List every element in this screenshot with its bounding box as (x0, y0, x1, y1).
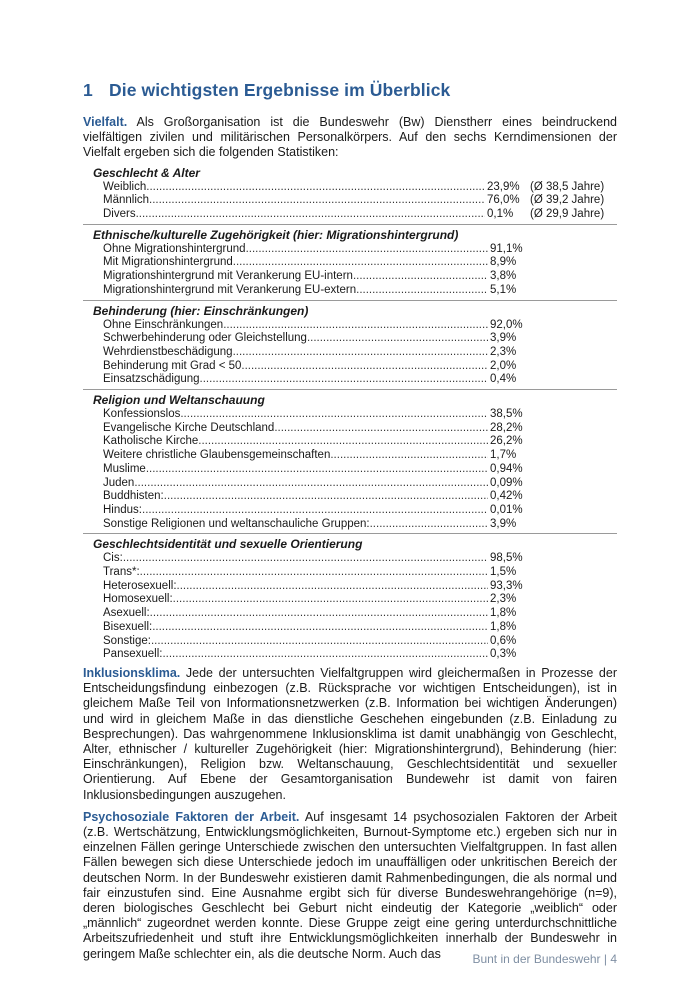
stat-row (103, 243, 525, 257)
stat-value: 0,1% (487, 208, 514, 221)
stat-row (103, 621, 525, 635)
stat-row (103, 284, 525, 298)
stat-label: Weitere christliche Glaubensgemeinschaften (103, 449, 331, 462)
stat-average-age: (Ø 39,2 Jahre) (530, 194, 605, 207)
stat-value: 38,5% (490, 408, 523, 421)
stat-value: 0,09% (490, 476, 523, 489)
stat-row (103, 518, 525, 532)
stat-group-title: Geschlechtsidentität und sexuelle Orientierung (93, 537, 363, 552)
stat-group-title: Religion und Weltanschauung (93, 393, 265, 408)
stat-row (103, 449, 525, 463)
stat-value: 8,9% (490, 256, 517, 269)
dot-leader (150, 607, 488, 621)
psycho-text: Auf insgesamt 14 psychosozialen Faktoren der Arbeit (z.B. Wertschätzung, Entwicklungsmöglichkeiten, Burnout-Symptome etc.) ergeben sich nur in einzelnen Fällen geringe Unterschiede zwischen den untersuchten Vielfaltgruppen. In fast allen Fällen bewegen sich diese Unterschiede jedoch im unauffälligen oder unkritischen Bereich der deutschen Norm. In der Bundeswehr existieren damit Rahmenbedingungen, die als normal und fair einzustufen sind. Eine Ausnahme ergibt sich für diverse Bundeswehrangehörige (n=9), deren biologisches Geschlecht bei Geburt nicht eindeutig der Kategorie „weiblich“ oder „männlich“ zugeordnet werden konnte. Diese Gruppe zeigt eine gering unterdurchschnittliche Arbeitszufriedenheit und stuft ihre Entwicklungsmöglichkeiten innerhalb der Bundeswehr in geringem Maße schlechter ein, als die deutsche Norm. Auch das (83, 809, 617, 961)
stat-label: Konfessionslos (103, 408, 181, 421)
stat-average-age: (Ø 38,5 Jahre) (530, 180, 605, 193)
dot-leader (140, 566, 488, 580)
stat-group (83, 166, 617, 225)
stat-label: Einsatzschädigung (103, 373, 200, 386)
dot-leader (151, 635, 488, 649)
stat-value: 5,1% (490, 283, 517, 296)
stat-group-title: Geschlecht & Alter (93, 165, 200, 180)
stat-row (103, 580, 525, 594)
stat-value: 2,3% (490, 593, 517, 606)
stat-row (103, 463, 525, 477)
stat-value: 3,9% (490, 517, 517, 530)
stat-group (83, 537, 617, 664)
stat-group-title: Ethnische/kulturelle Zugehörigkeit (hier: Migrationshintergrund) (93, 227, 459, 242)
stat-label: Trans*: (103, 566, 140, 579)
stat-value: 0,94% (490, 462, 523, 475)
stat-label: Katholische Kirche (103, 435, 199, 448)
stat-label: Bisexuell: (103, 620, 153, 633)
stat-row (103, 435, 525, 449)
stat-value: 2,3% (490, 345, 517, 358)
stat-row (103, 332, 525, 346)
stat-value: 91,1% (490, 242, 523, 255)
stat-value: 76,0% (487, 194, 520, 207)
stat-label: Pansexuell: (103, 648, 163, 661)
stat-row (103, 648, 525, 662)
stat-value: 98,5% (490, 552, 523, 565)
stat-row (103, 181, 610, 195)
statistics-list (83, 166, 617, 664)
dot-leader (233, 256, 488, 270)
inklusion-text: Jede der untersuchten Vielfaltgruppen wird gleichermaßen in Prozesse der Entscheidungsfindung einbezogen (z.B. Rücksprache vor wichtigen Entscheidungen), ist in gleichem Maße Teil von Informationsnetzwerken (z.B. Information bei wichtigen Änderungen) und wird in gleichem Maße in das dienstliche Geschehen eingebunden (z.B. Einladung zu Besprechungen). Das wahrgenommene Inklusionsklima ist damit unabhängig von Geschlecht, Alter, ethnischer / kultureller Zugehörigkeit (hier: Migrationshintergrund), Behinderung (hier: Einschränkungen), Religion bzw. Weltanschauung, Geschlechtsidentität und sexueller Orientierung. Auf Ebene der Gesamtorganisation Bundewehr ist damit von fairen Inklusionsbedingungen auszugehen. (83, 666, 617, 802)
dot-leader (200, 373, 488, 387)
stat-average-age: (Ø 29,9 Jahre) (530, 208, 605, 221)
dot-leader (149, 194, 485, 208)
dot-leader (146, 181, 485, 195)
stat-value: 0,3% (490, 648, 517, 661)
inklusion-lead: Inklusionsklima. (83, 666, 181, 680)
stat-value: 0,42% (490, 490, 523, 503)
vielfalt-paragraph (83, 115, 617, 161)
stat-row (103, 552, 525, 566)
dot-leader (274, 422, 488, 436)
stat-row (103, 408, 525, 422)
stat-label: Migrationshintergrund mit Verankerung EU-intern (103, 270, 353, 283)
stat-label: Behinderung mit Grad < 50 (103, 359, 242, 372)
stat-label: Cis: (103, 552, 123, 565)
section-number: 1 (83, 80, 93, 100)
psycho-lead: Psychosoziale Faktoren der Arbeit. (83, 809, 300, 824)
stat-row (103, 635, 525, 649)
vielfalt-lead: Vielfalt. (83, 115, 128, 129)
stat-label: Mit Migrationshintergrund (103, 256, 233, 269)
stat-label: Muslime (103, 462, 146, 475)
stat-row (103, 194, 610, 208)
stat-label: Heterosexuell: (103, 579, 177, 592)
stat-label: Asexuell: (103, 607, 150, 620)
inklusion-paragraph (83, 666, 617, 803)
stat-row (103, 477, 525, 491)
stat-row (103, 319, 525, 333)
dot-leader (177, 580, 488, 594)
stat-row (103, 490, 525, 504)
dot-leader (134, 477, 488, 491)
dot-leader (353, 270, 488, 284)
section-title: Die wichtigsten Ergebnisse im Überblick (109, 80, 451, 100)
dot-leader (142, 504, 488, 518)
dot-leader (307, 332, 488, 346)
stat-value: 1,8% (490, 620, 517, 633)
stat-row (103, 422, 525, 436)
dot-leader (330, 449, 488, 463)
stat-label: Buddhisten: (103, 490, 164, 503)
dot-leader (223, 319, 488, 333)
stat-value: 0,4% (490, 373, 517, 386)
stat-group (83, 304, 617, 391)
dot-leader (136, 208, 485, 222)
stat-label: Homosexuell: (103, 593, 173, 606)
dot-leader (246, 243, 488, 257)
stat-group (83, 228, 617, 301)
dot-leader (198, 435, 488, 449)
stat-group-title: Behinderung (hier: Einschränkungen) (93, 303, 309, 318)
stat-label: Divers (103, 208, 136, 221)
stat-value: 1,5% (490, 566, 517, 579)
dot-leader (356, 284, 488, 298)
stat-value: 2,0% (490, 359, 517, 372)
stat-row (103, 504, 525, 518)
stat-label: Sonstige: (103, 634, 151, 647)
dot-leader (233, 346, 488, 360)
stat-label: Männlich (103, 194, 150, 207)
stat-label: Juden (103, 476, 135, 489)
dot-leader (241, 360, 488, 374)
stat-label: Evangelische Kirche Deutschland (103, 421, 275, 434)
stat-label: Hindus: (103, 503, 142, 516)
stat-row (103, 607, 525, 621)
stat-row (103, 373, 525, 387)
stat-row (103, 270, 525, 284)
stat-label: Ohne Einschränkungen (103, 318, 224, 331)
page-content (83, 80, 617, 962)
stat-value: 23,9% (487, 180, 520, 193)
dot-leader (370, 518, 488, 532)
stat-value: 1,7% (490, 449, 517, 462)
stat-row (103, 346, 525, 360)
dot-leader (162, 648, 488, 662)
stat-value: 28,2% (490, 421, 523, 434)
stat-group (83, 393, 617, 534)
stat-label: Weiblich (103, 180, 147, 193)
vielfalt-text: Als Großorganisation ist die Bundeswehr (Bw) Dienstherr eines beindruckend vielfältigen zivilen und militärischen Personalkörpers. Auf den sechs Kerndimensionen der Vielfalt ergeben sich die folgenden Statistiken: (83, 115, 617, 160)
dot-leader (146, 463, 488, 477)
stat-row (103, 256, 525, 270)
page-footer: Bunt in der Bundeswehr | 4 (472, 952, 617, 966)
stat-row (103, 360, 525, 374)
stat-label: Sonstige Religionen und weltanschauliche Gruppen: (103, 517, 370, 530)
stat-label: Migrationshintergrund mit Verankerung EU-extern (103, 283, 357, 296)
dot-leader (123, 552, 488, 566)
dot-leader (152, 621, 488, 635)
stat-value: 0,6% (490, 634, 517, 647)
stat-value: 1,8% (490, 607, 517, 620)
stat-label: Ohne Migrationshintergrund (103, 242, 246, 255)
stat-value: 3,8% (490, 270, 517, 283)
section-heading (83, 80, 617, 101)
stat-value: 92,0% (490, 318, 523, 331)
stat-row (103, 566, 525, 580)
dot-leader (173, 593, 488, 607)
psycho-paragraph (83, 810, 617, 962)
dot-leader (164, 490, 488, 504)
stat-row (103, 593, 525, 607)
stat-value: 0,01% (490, 503, 523, 516)
stat-label: Wehrdienstbeschädigung (103, 345, 233, 358)
stat-row (103, 208, 610, 222)
dot-leader (180, 408, 488, 422)
stat-value: 26,2% (490, 435, 523, 448)
stat-label: Schwerbehinderung oder Gleichstellung (103, 332, 307, 345)
stat-value: 93,3% (490, 579, 523, 592)
stat-value: 3,9% (490, 332, 517, 345)
